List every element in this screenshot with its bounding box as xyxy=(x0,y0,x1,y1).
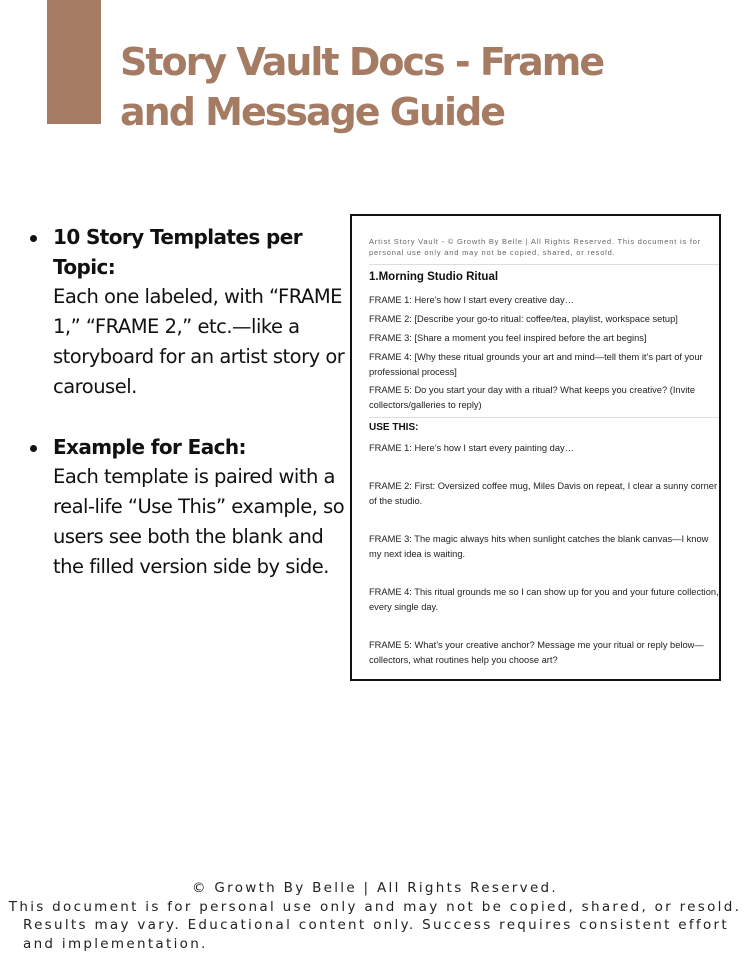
example-line: FRAME 3: The magic always hits when sunlight catches the blank canvas—I know my next idea is waiting. xyxy=(369,534,709,559)
doc-header: Artist Story Vault - © Growth By Belle | All Rights Reserved. This document is for personal use only and may not be copied, shared, or resold. xyxy=(369,237,702,257)
frame-line: FRAME 4: [Why these ritual grounds your art and mind—tell them it’s part of your professional process] xyxy=(369,352,703,377)
feature-title: 10 Story Templates per Topic: xyxy=(53,225,302,279)
page-title: Story Vault Docs - Frame and Message Guide xyxy=(120,40,604,134)
feature-list xyxy=(26,222,346,612)
footer-disclaimer-cont: and implementation. xyxy=(23,935,208,952)
feature-title: Example for Each: xyxy=(53,435,246,459)
example-line: FRAME 1: Here’s how I start every painting day… xyxy=(369,443,574,453)
document-preview xyxy=(350,214,721,681)
feature-body: Each one labeled, with “FRAME 1,” “FRAME 2,” etc.—like a storyboard for an artist story or carousel. xyxy=(53,285,345,398)
example-line: FRAME 5: What’s your creative anchor? Message me your ritual or reply below—collectors, what routines help you choose art? xyxy=(369,640,704,665)
bullet-icon xyxy=(30,445,37,452)
bullet-icon xyxy=(30,235,37,242)
feature-body: Each template is paired with a real-life “Use This” example, so users see both the blank and the filled version side by side. xyxy=(53,465,345,578)
divider xyxy=(369,264,721,265)
use-this-label: USE THIS: xyxy=(369,422,419,433)
example-line: FRAME 2: First: Oversized coffee mug, Miles Davis on repeat, I clear a sunny corner of the studio. xyxy=(369,481,718,506)
footer-copyright: © Growth By Belle | All Rights Reserved. xyxy=(191,880,559,896)
frame-line: FRAME 1: Here’s how I start every creative day… xyxy=(369,295,574,305)
divider xyxy=(369,417,721,418)
feature-item xyxy=(26,432,346,582)
frame-line: FRAME 5: Do you start your day with a ritual? What keeps you creative? (Invite collectors/galleries to reply) xyxy=(369,385,696,410)
doc-section-title: 1.Morning Studio Ritual xyxy=(369,271,499,283)
footer-disclaimer: Results may vary. Educational content only. Success requires consistent effort xyxy=(23,917,729,933)
feature-item xyxy=(26,222,346,402)
frame-line: FRAME 2: [Describe your go-to ritual: coffee/tea, playlist, workspace setup] xyxy=(369,314,678,324)
accent-bar xyxy=(47,0,101,124)
footer xyxy=(0,879,750,953)
example-line: FRAME 4: This ritual grounds me so I can show up for you and your future collection, every single day. xyxy=(369,587,719,612)
frame-line: FRAME 3: [Share a moment you feel inspired before the art begins] xyxy=(369,333,647,343)
footer-usage: This document is for personal use only and may not be copied, shared, or resold. xyxy=(8,898,742,915)
